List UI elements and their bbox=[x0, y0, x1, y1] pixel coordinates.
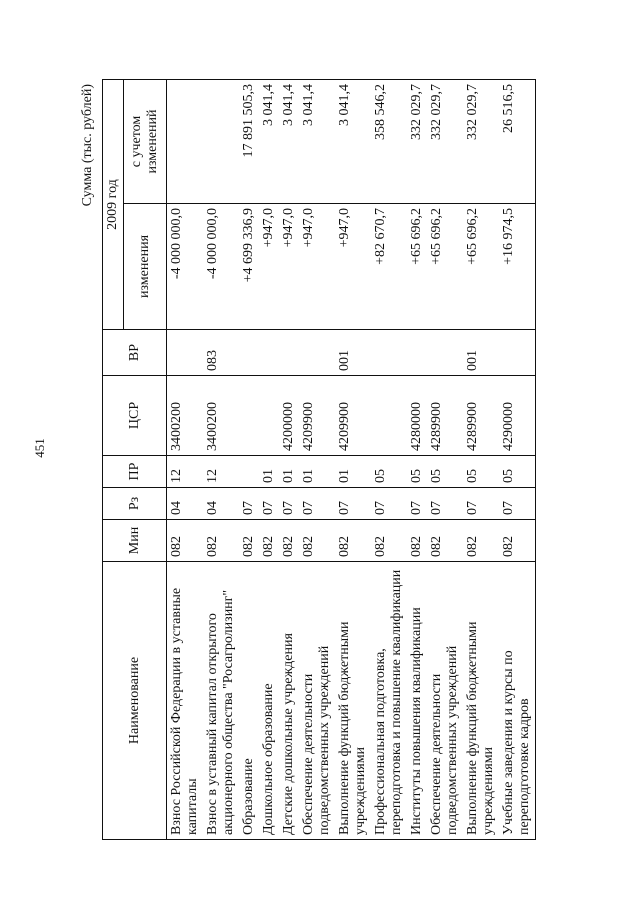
row-pr: 01 bbox=[259, 456, 279, 488]
table-row bbox=[299, 80, 335, 840]
row-pr: 01 bbox=[279, 456, 299, 488]
header-rz: Рз bbox=[103, 488, 167, 520]
table-row bbox=[259, 80, 279, 840]
row-csr: 4200000 bbox=[279, 376, 299, 456]
row-total: 26 516,5 bbox=[499, 80, 536, 204]
row-change: -4 000 000,0 bbox=[203, 204, 239, 330]
row-csr: 4209900 bbox=[335, 376, 371, 456]
row-vr bbox=[371, 330, 407, 376]
row-change: +65 696,2 bbox=[427, 204, 463, 330]
row-rz: 04 bbox=[203, 488, 239, 520]
row-csr: 3400200 bbox=[167, 376, 204, 456]
row-csr: 4289900 bbox=[463, 376, 499, 456]
row-csr: 3400200 bbox=[203, 376, 239, 456]
table-row bbox=[335, 80, 371, 840]
row-pr: 05 bbox=[407, 456, 427, 488]
row-rz: 07 bbox=[299, 488, 335, 520]
row-pr: 01 bbox=[335, 456, 371, 488]
row-vr: 083 bbox=[203, 330, 239, 376]
table-row bbox=[427, 80, 463, 840]
row-name: Образование bbox=[239, 562, 259, 840]
row-rz: 07 bbox=[371, 488, 407, 520]
row-min: 082 bbox=[463, 520, 499, 562]
table-row bbox=[407, 80, 427, 840]
header-with-changes: с учетом изменений bbox=[124, 80, 167, 204]
row-total: 332 029,7 bbox=[407, 80, 427, 204]
row-change: +82 670,7 bbox=[371, 204, 407, 330]
row-change: +16 974,5 bbox=[499, 204, 536, 330]
row-rz: 07 bbox=[335, 488, 371, 520]
row-min: 082 bbox=[167, 520, 204, 562]
row-name: Детские дошкольные учреждения bbox=[279, 562, 299, 840]
budget-table bbox=[102, 79, 536, 840]
row-rz: 07 bbox=[463, 488, 499, 520]
row-vr bbox=[239, 330, 259, 376]
header-name: Наименование bbox=[103, 562, 167, 840]
row-name: Дошкольное образование bbox=[259, 562, 279, 840]
row-name: Взнос в уставный капитал открытого акционерного общества "Росагролизинг" bbox=[203, 562, 239, 840]
row-change: +947,0 bbox=[259, 204, 279, 330]
table-body bbox=[167, 80, 536, 840]
row-min: 082 bbox=[239, 520, 259, 562]
row-vr: 001 bbox=[463, 330, 499, 376]
row-min: 082 bbox=[407, 520, 427, 562]
row-name: Профессиональная подготовка, переподготовка и повышение квалификации bbox=[371, 562, 407, 840]
row-name: Институты повышения квалификации bbox=[407, 562, 427, 840]
table-row bbox=[167, 80, 204, 840]
row-vr: 001 bbox=[335, 330, 371, 376]
row-name: Выполнение функций бюджетными учреждениями bbox=[463, 562, 499, 840]
row-min: 082 bbox=[427, 520, 463, 562]
header-min: Мин bbox=[103, 520, 167, 562]
row-min: 082 bbox=[259, 520, 279, 562]
row-name: Обеспечение деятельности подведомственных учреждений bbox=[427, 562, 463, 840]
row-total: 17 891 505,3 bbox=[239, 80, 259, 204]
row-rz: 07 bbox=[427, 488, 463, 520]
row-vr bbox=[259, 330, 279, 376]
row-min: 082 bbox=[335, 520, 371, 562]
row-change: -4 000 000,0 bbox=[167, 204, 204, 330]
table-row bbox=[203, 80, 239, 840]
row-total: 3 041,4 bbox=[279, 80, 299, 204]
table-row bbox=[371, 80, 407, 840]
header-pr: ПР bbox=[103, 456, 167, 488]
row-rz: 04 bbox=[167, 488, 204, 520]
row-total: 3 041,4 bbox=[335, 80, 371, 204]
row-min: 082 bbox=[371, 520, 407, 562]
row-change: +4 699 336,9 bbox=[239, 204, 259, 330]
row-pr bbox=[239, 456, 259, 488]
table-row bbox=[499, 80, 536, 840]
row-rz: 07 bbox=[259, 488, 279, 520]
row-csr bbox=[371, 376, 407, 456]
row-name: Взнос Российской Федерации в уставные капиталы bbox=[167, 562, 204, 840]
row-csr: 4209900 bbox=[299, 376, 335, 456]
row-change: +65 696,2 bbox=[407, 204, 427, 330]
row-min: 082 bbox=[203, 520, 239, 562]
units-label: Сумма (тыс. рублей) bbox=[80, 84, 95, 207]
row-pr: 12 bbox=[203, 456, 239, 488]
row-change: +947,0 bbox=[335, 204, 371, 330]
row-vr bbox=[427, 330, 463, 376]
row-pr: 01 bbox=[299, 456, 335, 488]
row-rz: 07 bbox=[239, 488, 259, 520]
row-total: 332 029,7 bbox=[463, 80, 499, 204]
row-pr: 12 bbox=[167, 456, 204, 488]
row-csr bbox=[239, 376, 259, 456]
row-vr bbox=[499, 330, 536, 376]
row-change: +65 696,2 bbox=[463, 204, 499, 330]
row-min: 082 bbox=[279, 520, 299, 562]
row-min: 082 bbox=[499, 520, 536, 562]
row-csr: 4280000 bbox=[407, 376, 427, 456]
rotated-table-region bbox=[80, 80, 640, 840]
row-min: 082 bbox=[299, 520, 335, 562]
row-name: Учебные заведения и курсы по переподготовке кадров bbox=[499, 562, 536, 840]
row-rz: 07 bbox=[279, 488, 299, 520]
table-row bbox=[463, 80, 499, 840]
row-change: +947,0 bbox=[299, 204, 335, 330]
table-row bbox=[279, 80, 299, 840]
row-total: 332 029,7 bbox=[427, 80, 463, 204]
row-pr: 05 bbox=[463, 456, 499, 488]
row-pr: 05 bbox=[427, 456, 463, 488]
row-pr: 05 bbox=[371, 456, 407, 488]
row-csr bbox=[259, 376, 279, 456]
row-total: 358 546,2 bbox=[371, 80, 407, 204]
row-vr bbox=[299, 330, 335, 376]
row-name: Выполнение функций бюджетными учреждениями bbox=[335, 562, 371, 840]
row-vr bbox=[279, 330, 299, 376]
row-total bbox=[167, 80, 204, 204]
row-change: +947,0 bbox=[279, 204, 299, 330]
header-csr: ЦСР bbox=[103, 376, 167, 456]
row-rz: 07 bbox=[407, 488, 427, 520]
row-vr bbox=[407, 330, 427, 376]
row-pr: 05 bbox=[499, 456, 536, 488]
row-name: Обеспечение деятельности подведомственных учреждений bbox=[299, 562, 335, 840]
row-total bbox=[203, 80, 239, 204]
row-total: 3 041,4 bbox=[259, 80, 279, 204]
header-vr: ВР bbox=[103, 330, 167, 376]
row-csr: 4290000 bbox=[499, 376, 536, 456]
row-total: 3 041,4 bbox=[299, 80, 335, 204]
header-year: 2009 год bbox=[103, 80, 124, 330]
row-csr: 4289900 bbox=[427, 376, 463, 456]
header-changes: изменения bbox=[124, 204, 167, 330]
row-rz: 07 bbox=[499, 488, 536, 520]
page-number: 451 bbox=[31, 438, 47, 458]
table-row bbox=[239, 80, 259, 840]
row-vr bbox=[167, 330, 204, 376]
